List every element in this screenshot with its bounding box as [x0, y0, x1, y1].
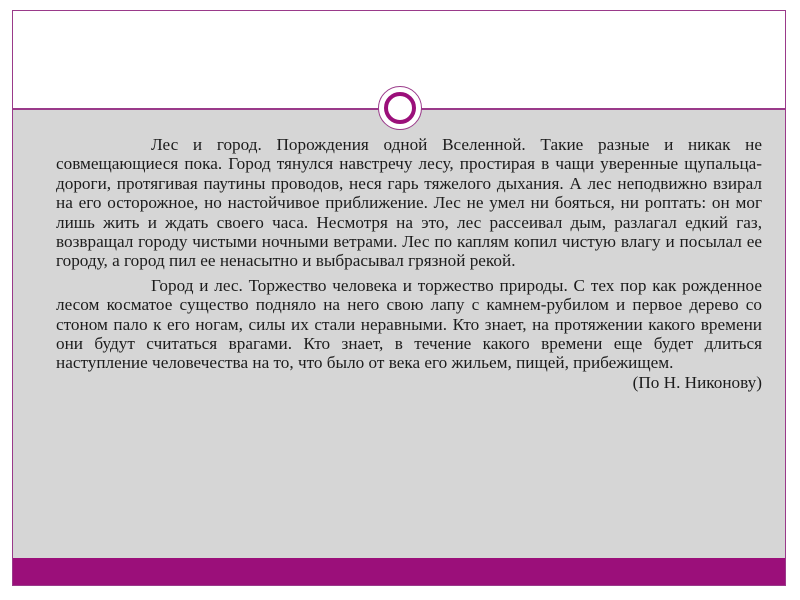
- circle-ornament-icon: [378, 86, 422, 130]
- bottom-accent-bar: [13, 558, 785, 585]
- paragraph-city-and-forest: Город и лес. Торжество человека и торжество природы. С тех пор как рожденное лесом косматое существо подняло на него свою лапу с камнем-рубилом и первое дерево со стоном пало к его ногам, силы их стали неравными. Кто знает, на протяжении какого времени они будут считаться врагами. Кто знает, в течение какого времени еще будет длиться наступление человечества на то, что было от века его жильем, пищей, прибежищем.: [56, 275, 762, 373]
- paragraph-forest-and-city: Лес и город. Порождения одной Вселенной. Такие разные и никак не совмещающиеся пока. Город тянулся навстречу лесу, простирая в чащи уверенные щупальца-дороги, протягивая паутины проводов, неся гарь тяжелого дыхания. А лес неподвижно взирал на его осторожное, но настойчивое приближение. Лес не умел ни бояться, ни роптать: он мог лишь жить и ждать своего часа. Несмотря на это, лес рассеивал дым, разлагал едкий газ, возвращал городу чистыми ночными ветрами. Лес по каплям копил чистую влагу и посылал ее городу, а город пил ее ненасытно и выбрасывал грязной рекой.: [56, 135, 762, 271]
- body-text: [56, 135, 762, 392]
- circle-ornament-inner-ring: [384, 92, 416, 124]
- author-attribution: (По Н. Никонову): [632, 372, 762, 392]
